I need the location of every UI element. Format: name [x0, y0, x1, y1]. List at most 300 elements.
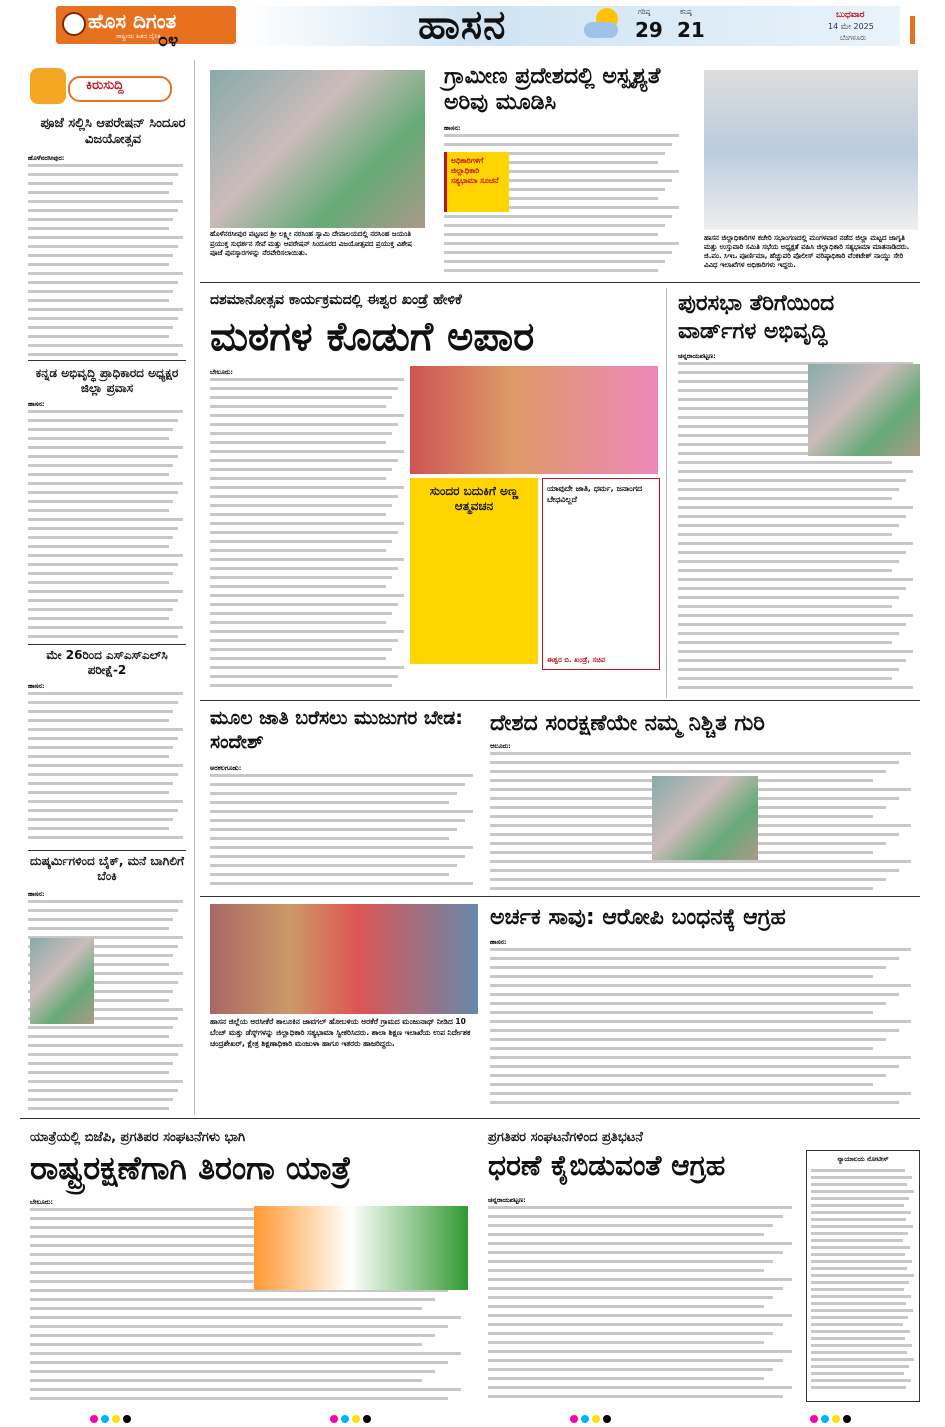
- text-line: [811, 1295, 911, 1298]
- story-title: ಮೂಲ ಜಾತಿ ಬರೆಸಲು ಮುಜುಗರ ಬೇಡ: ಸಂದೇಶ್: [210, 707, 463, 753]
- text-line: [28, 755, 169, 758]
- text-line: [811, 1316, 908, 1319]
- text-line: [210, 432, 392, 435]
- weather-icon: [584, 8, 624, 42]
- text-line: [30, 1343, 422, 1346]
- text-line: [210, 495, 398, 498]
- text-line: [28, 236, 183, 239]
- photo-caption: ಹಾಸನ ಜಿಲ್ಲೆಯ ಅರಸೀಕೆರೆ ತಾಲೂಕಿನ ಜಾವಗಲ್ ಹೋಬಳಿಯ ಅರಕೆರೆ ಗ್ರಾಮದ ಮಂಜುನಾಥ್ ನೀಡಿದ 10 ಬೆಂಚ್ ಮತ್ತು ಡೆಸ್ಕ್‌ಗಳನ್ನು ಜಿಲ್ಲಾಧಿಕಾರಿ ಸತ್ಯಭಾಮಾ ಸ್ವೀಕರಿಸಿದರು. ಶಾಲಾ ಶಿಕ್ಷಣ ಇಲಾಖೆಯ ಉಪ ನಿರ್ದೇಶಕ ಚಂದ್ರಶೇಖರ್, ಕ್ಷೇತ್ರ ಶಿಕ್ಷಣಾಧಿಕಾರಿ ಮಂಜುಳಾ ಹಾಗೂ ಇತರರು ಹಾಜರಿದ್ದರು.: [210, 1017, 471, 1048]
- text-line: [488, 1386, 792, 1389]
- text-line: [678, 623, 906, 626]
- divider: [200, 896, 920, 897]
- text-line: [678, 686, 913, 689]
- city-label: ಬೆಂಗಳೂರು: [840, 34, 867, 42]
- text-line: [488, 1206, 792, 1209]
- text-line: [811, 1239, 903, 1242]
- text-line: [490, 957, 899, 960]
- dateline: ಹಾಸನ:: [490, 938, 507, 946]
- text-line: [811, 1253, 905, 1256]
- text-line: [488, 1368, 773, 1371]
- text-line: [488, 1242, 792, 1245]
- text-line: [28, 509, 169, 512]
- text-line: [28, 473, 169, 476]
- text-line: [28, 1035, 169, 1038]
- text-line: [811, 1232, 908, 1235]
- story-body: [28, 154, 186, 359]
- text-line: [28, 1026, 173, 1029]
- text-line: [444, 242, 679, 245]
- text-line: [28, 900, 183, 903]
- text-line: [444, 251, 672, 254]
- text-line: [490, 1092, 911, 1095]
- text-line: [210, 639, 398, 642]
- text-line: [28, 590, 183, 593]
- text-line: [28, 635, 178, 638]
- text-line: [210, 783, 465, 786]
- text-line: [488, 1251, 783, 1254]
- brand-tagline: ರಾಷ್ಟ್ರೀಯ ಹಿತದ ದೈನಿಕ: [116, 33, 161, 40]
- story-title: ಪುರಸಭಾ ತೆರಿಗೆಯಿಂದ ವಾರ್ಡ್‌ಗಳ ಅಭಿವೃದ್ಧಿ: [678, 291, 835, 344]
- text-line: [28, 927, 169, 930]
- column-rule: [194, 60, 195, 1115]
- text-line: [28, 317, 178, 320]
- text-line: [28, 290, 173, 293]
- text-line: [210, 828, 457, 831]
- text-line: [811, 1344, 912, 1347]
- text-line: [678, 551, 906, 554]
- text-line: [444, 269, 658, 272]
- text-line: [811, 1309, 913, 1312]
- rally-photo: [254, 1206, 468, 1290]
- text-line: [678, 560, 899, 563]
- text-line: [488, 1314, 792, 1317]
- text-line: [30, 1316, 461, 1319]
- text-line: [488, 1395, 783, 1398]
- text-line: [678, 542, 913, 545]
- text-line: [490, 1101, 899, 1104]
- text-line: [28, 701, 178, 704]
- text-line: [490, 966, 886, 969]
- text-line: [811, 1365, 909, 1368]
- story-body: [28, 682, 186, 848]
- text-line: [811, 1225, 913, 1228]
- text-line: [490, 993, 899, 996]
- text-line: [28, 164, 183, 167]
- divider: [28, 644, 186, 645]
- text-line: [28, 353, 178, 356]
- page-number: ೦೪: [158, 30, 179, 51]
- kirusuddi-banner: [28, 66, 178, 106]
- text-line: [811, 1246, 910, 1249]
- text-line: [28, 299, 169, 302]
- text-line: [210, 882, 473, 885]
- story-title: ಅರ್ಚಕ ಸಾವು: ಆರೋಪಿ ಬಂಧನಕ್ಕೆ ಆಗ್ರಹ: [490, 905, 786, 930]
- text-line: [678, 668, 899, 671]
- text-line: [28, 719, 169, 722]
- text-line: [28, 782, 173, 785]
- text-line: [210, 792, 457, 795]
- text-line: [28, 527, 178, 530]
- text-line: [678, 488, 899, 491]
- text-line: [210, 549, 386, 552]
- text-line: [210, 846, 473, 849]
- text-line: [28, 326, 173, 329]
- text-line: [210, 657, 386, 660]
- dateline: ಹೊಳೆನರಸೀಪುರ:: [28, 154, 65, 162]
- min-label: ಕನಿಷ್ಠ: [680, 8, 692, 16]
- brand-name: ಹೊಸ ದಿಗಂತ: [88, 9, 177, 33]
- text-line: [28, 1062, 173, 1065]
- text-line: [210, 810, 473, 813]
- divider: [28, 850, 186, 851]
- pullquote-text: ಅಧಿಕಾರಿಗಳಿಗೆ ಜಿಲ್ಲಾಧಿಕಾರಿ ಸತ್ಯಭಾಮಾ ಸೂಚನೆ: [451, 156, 499, 185]
- text-line: [490, 1056, 911, 1059]
- photo-caption: ಹೊಳೆನರಸೀಪುರ ಪಟ್ಟಣದ ಶ್ರೀ ಲಕ್ಷ್ಮೀ ನರಸಿಂಹ ಸ್ವಾಮಿ ದೇವಾಲಯದಲ್ಲಿ ನರಸಿಂಹ ಜಯಂತಿ ಪ್ರಯುಕ್ತ ಸುಧರ್ಶನ ಸೇವೆ ಮತ್ತು ಆಪರೇಷನ್ ಸಿಂದೂರದ ವಿಜಯೋತ್ಸವದ ಪ್ರಯುಕ್ತ ವಿಶೇಷ ಪೂಜೆ ಪುನಸ್ಕಾರಗಳನ್ನು ನೆರವೇರಿಸಲಾಯಿತು.: [210, 230, 412, 257]
- text-line: [811, 1372, 904, 1375]
- text-line: [811, 1288, 904, 1291]
- ceremony-photo: [652, 776, 758, 860]
- text-line: [210, 387, 398, 390]
- text-line: [210, 531, 398, 534]
- text-line: [811, 1274, 914, 1277]
- text-line: [488, 1305, 764, 1308]
- text-line: [30, 1307, 422, 1310]
- text-line: [28, 1098, 173, 1101]
- dateline: ಹಾಸನ:: [28, 400, 45, 408]
- text-line: [811, 1386, 906, 1389]
- masthead: [0, 0, 945, 52]
- text-line: [28, 437, 169, 440]
- text-line: [30, 1370, 435, 1373]
- text-line: [28, 773, 178, 776]
- text-line: [678, 650, 913, 653]
- text-line: [28, 746, 173, 749]
- brand-block: [56, 6, 236, 44]
- text-line: [490, 761, 899, 764]
- text-line: [28, 191, 169, 194]
- max-label: ಗರಿಷ್ಠ: [638, 8, 651, 16]
- text-line: [210, 414, 404, 417]
- text-line: [811, 1330, 910, 1333]
- text-line: [28, 536, 173, 539]
- text-line: [28, 1080, 183, 1083]
- text-line: [490, 1020, 911, 1023]
- story-title: ಕನ್ನಡ ಅಭಿವೃದ್ಧಿ ಪ್ರಾಧಿಕಾರದ ಅಧ್ಯಕ್ಷರ ಜಿಲ್ಲಾ ಪ್ರವಾಸ: [35, 366, 179, 395]
- story-body: [210, 764, 478, 892]
- hand-icon: [30, 68, 66, 104]
- text-line: [28, 818, 173, 821]
- text-line: [30, 1334, 435, 1337]
- masthead-orange-bar: [910, 16, 915, 44]
- text-line: [490, 1074, 886, 1077]
- text-line: [28, 218, 173, 221]
- quote-column: [542, 478, 660, 670]
- text-line: [28, 272, 183, 275]
- text-line: [30, 1397, 448, 1400]
- text-line: [28, 809, 178, 812]
- text-line: [210, 540, 392, 543]
- text-line: [811, 1183, 907, 1186]
- text-line: [490, 752, 911, 755]
- text-line: [444, 143, 672, 146]
- notice-title: ನ್ಯಾಯಾಲಯ ನೋಟೀಸ್: [837, 1155, 889, 1163]
- text-line: [811, 1358, 914, 1361]
- quote-box-title: ಸುಂದರ ಬದುಕಿಗೆ ಅಣ್ಣ ಆತ್ಮವಚನ: [429, 484, 519, 513]
- text-line: [28, 728, 183, 731]
- text-line: [488, 1278, 792, 1281]
- kirusuddi-label: ಕಿರುಸುದ್ದಿ: [86, 78, 124, 93]
- text-line: [678, 677, 892, 680]
- text-line: [28, 281, 178, 284]
- quote-author: ಈಶ್ವರ ಬಿ. ಖಂಡ್ರೆ, ಸಚಿವ: [547, 656, 606, 664]
- text-line: [28, 308, 183, 311]
- quote-box: [410, 478, 538, 664]
- lead-body: [210, 368, 408, 693]
- text-line: [28, 545, 169, 548]
- text-line: [210, 441, 386, 444]
- dateline: ಹಾಸನ:: [28, 890, 45, 898]
- text-line: [488, 1287, 783, 1290]
- text-line: [210, 405, 386, 408]
- text-line: [28, 335, 169, 338]
- text-line: [28, 491, 178, 494]
- left-column: [28, 60, 188, 1115]
- story-title: ಪೂಜೆ ಸಲ್ಲಿಸಿ ಆಪರೇಷನ್ ಸಿಂದೂರ ವಿಜಯೋತ್ಸವ: [40, 116, 186, 147]
- text-line: [210, 378, 404, 381]
- text-line: [210, 585, 386, 588]
- quote-head: ಯಾವುದೇ ಜಾತಿ, ಧರ್ಮ, ಜನಾಂಗದ ಬೇಧವಿಲ್ಲದೆ: [547, 484, 643, 504]
- text-line: [30, 1388, 461, 1391]
- minister-photo: [410, 366, 658, 474]
- story-body: [28, 400, 186, 643]
- dateline: ಬೇಲೂರು:: [30, 1198, 54, 1206]
- text-line: [28, 245, 178, 248]
- text-line: [210, 603, 398, 606]
- text-line: [678, 497, 892, 500]
- story-title: ಗ್ರಾಮೀಣ ಪ್ರದೇಶದಲ್ಲಿ ಅಸ್ಪೃಶ್ಯತೆ ಅರಿವು ಮೂಡಿಸಿ: [444, 64, 661, 115]
- text-line: [210, 567, 398, 570]
- bike-photo: [30, 938, 94, 1024]
- text-line: [678, 659, 906, 662]
- text-line: [28, 581, 169, 584]
- text-line: [488, 1296, 773, 1299]
- text-line: [490, 860, 911, 863]
- text-line: [488, 1377, 764, 1380]
- story-body: [488, 1196, 798, 1403]
- day-label: ಬುಧವಾರ: [836, 10, 865, 20]
- text-line: [811, 1218, 906, 1221]
- temple-photo: [210, 70, 425, 228]
- dateline: ಹಾಸನ:: [444, 124, 461, 132]
- text-line: [678, 524, 899, 527]
- text-line: [210, 504, 392, 507]
- text-line: [210, 594, 404, 597]
- dateline: ಚನ್ನರಾಯಪಟ್ಟಣ:: [678, 352, 716, 360]
- text-line: [210, 576, 392, 579]
- section-title: ಹಾಸನ: [418, 2, 507, 48]
- text-line: [444, 215, 672, 218]
- divider: [200, 700, 920, 701]
- text-line: [28, 1053, 178, 1056]
- text-line: [28, 182, 173, 185]
- text-line: [28, 1089, 178, 1092]
- text-line: [811, 1176, 912, 1179]
- text-line: [210, 396, 392, 399]
- text-line: [490, 984, 911, 987]
- text-line: [28, 827, 169, 830]
- text-line: [678, 641, 892, 644]
- text-line: [28, 518, 183, 521]
- dateline: ಚನ್ನರಾಯಪಟ್ಟಣ:: [488, 1196, 526, 1204]
- text-line: [490, 878, 886, 881]
- text-line: [811, 1267, 907, 1270]
- story-title: ಧರಣೆ ಕೈಬಿಡುವಂತೆ ಆಗ್ರಹ: [488, 1149, 726, 1182]
- text-line: [490, 975, 873, 978]
- text-line: [28, 909, 178, 912]
- text-line: [678, 533, 892, 536]
- text-line: [488, 1341, 764, 1344]
- text-line: [488, 1224, 773, 1227]
- text-line: [210, 801, 449, 804]
- text-line: [28, 836, 183, 839]
- text-line: [490, 1011, 873, 1014]
- group-photo: [210, 904, 478, 1014]
- text-line: [28, 455, 178, 458]
- text-line: [811, 1211, 911, 1214]
- text-line: [811, 1379, 911, 1382]
- text-line: [30, 1352, 461, 1355]
- text-line: [210, 675, 398, 678]
- dateline: ಬೇಲೂರು:: [210, 368, 234, 376]
- story-kicker: ಯಾತ್ರೆಯಲ್ಲಿ ಬಿಜೆಪಿ, ಪ್ರಗತಿಪರ ಸಂಘಟನೆಗಳು ಭಾಗಿ: [30, 1130, 246, 1145]
- dateline: ಆಲೂರು:: [490, 742, 511, 750]
- text-line: [488, 1332, 773, 1335]
- story-kicker: ಪ್ರಗತಿಪರ ಸಂಘಟನೆಗಳಿಂದ ಪ್ರತಿಭಟನೆ: [488, 1130, 643, 1145]
- text-line: [488, 1359, 783, 1362]
- text-line: [28, 572, 173, 575]
- text-line: [811, 1351, 907, 1354]
- meeting-photo: [704, 70, 918, 230]
- text-line: [28, 254, 173, 257]
- text-line: [28, 617, 169, 620]
- text-line: [811, 1204, 904, 1207]
- text-line: [28, 428, 173, 431]
- column-rule: [666, 288, 667, 698]
- text-line: [488, 1260, 773, 1263]
- text-line: [210, 450, 404, 453]
- text-line: [28, 918, 173, 921]
- text-line: [444, 134, 679, 137]
- ward-photo: [808, 364, 920, 456]
- text-line: [811, 1190, 914, 1193]
- text-line: [210, 513, 386, 516]
- text-line: [490, 948, 911, 951]
- text-line: [210, 819, 465, 822]
- text-line: [28, 227, 169, 230]
- story-title: ಮೇ 26ರಿಂದ ಎಸ್‌ಎಸ್‌ಎಲ್‌ಸಿ ಪರೀಕ್ಷೆ-2: [46, 648, 168, 677]
- text-line: [28, 500, 173, 503]
- text-line: [30, 1298, 435, 1301]
- text-line: [811, 1197, 909, 1200]
- text-line: [28, 626, 183, 629]
- text-line: [488, 1323, 783, 1326]
- story-title: ರಾಷ್ಟ್ರರಕ್ಷಣೆಗಾಗಿ ತಿರಂಗಾ ಯಾತ್ರೆ: [30, 1149, 352, 1187]
- text-line: [490, 1038, 886, 1041]
- text-line: [28, 173, 178, 176]
- text-line: [28, 800, 183, 803]
- section-band: [240, 6, 900, 46]
- text-line: [811, 1169, 905, 1172]
- text-line: [210, 864, 457, 867]
- text-line: [490, 770, 886, 773]
- text-line: [28, 554, 183, 557]
- text-line: [490, 1047, 873, 1050]
- text-line: [30, 1379, 422, 1382]
- lead-title: ಮಠಗಳ ಕೊಡುಗೆ ಅಪಾರ: [210, 314, 535, 360]
- text-line: [210, 423, 398, 426]
- text-line: [28, 1107, 169, 1110]
- notice-body: [811, 1167, 915, 1397]
- text-line: [488, 1215, 783, 1218]
- text-line: [678, 506, 913, 509]
- text-line: [28, 263, 169, 266]
- max-temp: 29: [635, 18, 663, 42]
- text-line: [210, 486, 404, 489]
- text-line: [28, 1044, 183, 1047]
- text-line: [678, 596, 899, 599]
- text-line: [210, 459, 398, 462]
- text-line: [210, 621, 386, 624]
- lead-kicker: ದಶಮಾನೋತ್ಸವ ಕಾರ್ಯಕ್ರಮದಲ್ಲಿ ಈಶ್ವರ ಖಂಡ್ರೆ ಹೇಳಿಕೆ: [210, 292, 462, 308]
- text-line: [28, 200, 183, 203]
- text-line: [210, 666, 404, 669]
- text-line: [28, 446, 183, 449]
- text-line: [488, 1269, 764, 1272]
- text-line: [28, 692, 183, 695]
- brand-logo-icon: [62, 12, 86, 36]
- text-line: [678, 569, 892, 572]
- text-line: [28, 344, 183, 347]
- text-line: [28, 710, 173, 713]
- text-line: [678, 587, 906, 590]
- text-line: [678, 461, 892, 464]
- photo-caption: ಹಾಸನ ಜಿಲ್ಲಾಧಿಕಾರಿಗಳ ಕಚೇರಿ ಸಭಾಂಗಣದಲ್ಲಿ ಮಂಗಳವಾರ ನಡೆದ ಜಿಲ್ಲಾ ಮಟ್ಟದ ಜಾಗೃತಿ ಮತ್ತು ಉಸ್ತುವಾರಿ ಸಮಿತಿ ಸಭೆಯ ಅಧ್ಯಕ್ಷತೆ ವಹಿಸಿ ಜಿಲ್ಲಾಧಿಕಾರಿ ಸತ್ಯಭಾಮಾ ಮಾತನಾಡಿದರು. ಜಿ.ಪಂ. ಸಿಇಒ ಪೂರ್ಣಿಮಾ, ಹೆಚ್ಚುವರಿ ಪೊಲೀಸ್ ವರಿಷ್ಠಾಧಿಕಾರಿ ವೆಂಕಟೇಶ್ ನಾಯ್ಡು ಸೇರಿ ವಿವಿಧ ಇಲಾಖೆಗಳ ಅಧಿಕಾರಿಗಳು ಇದ್ದರು.: [704, 234, 910, 269]
- pullquote-box: [444, 152, 509, 212]
- text-line: [28, 419, 178, 422]
- text-line: [488, 1233, 764, 1236]
- text-line: [678, 578, 913, 581]
- text-line: [210, 630, 404, 633]
- text-line: [210, 558, 404, 561]
- text-line: [811, 1323, 903, 1326]
- text-line: [210, 855, 465, 858]
- text-line: [210, 648, 392, 651]
- min-temp: 21: [677, 18, 705, 42]
- text-line: [444, 233, 658, 236]
- story-body: [490, 938, 920, 1110]
- text-line: [28, 599, 178, 602]
- divider: [28, 360, 186, 361]
- text-line: [28, 209, 178, 212]
- text-line: [444, 224, 665, 227]
- dateline: ಹಾಸನ:: [28, 682, 45, 690]
- text-line: [28, 482, 183, 485]
- text-line: [210, 774, 473, 777]
- text-line: [210, 522, 404, 525]
- text-line: [678, 470, 913, 473]
- text-line: [678, 515, 906, 518]
- text-line: [488, 1350, 792, 1353]
